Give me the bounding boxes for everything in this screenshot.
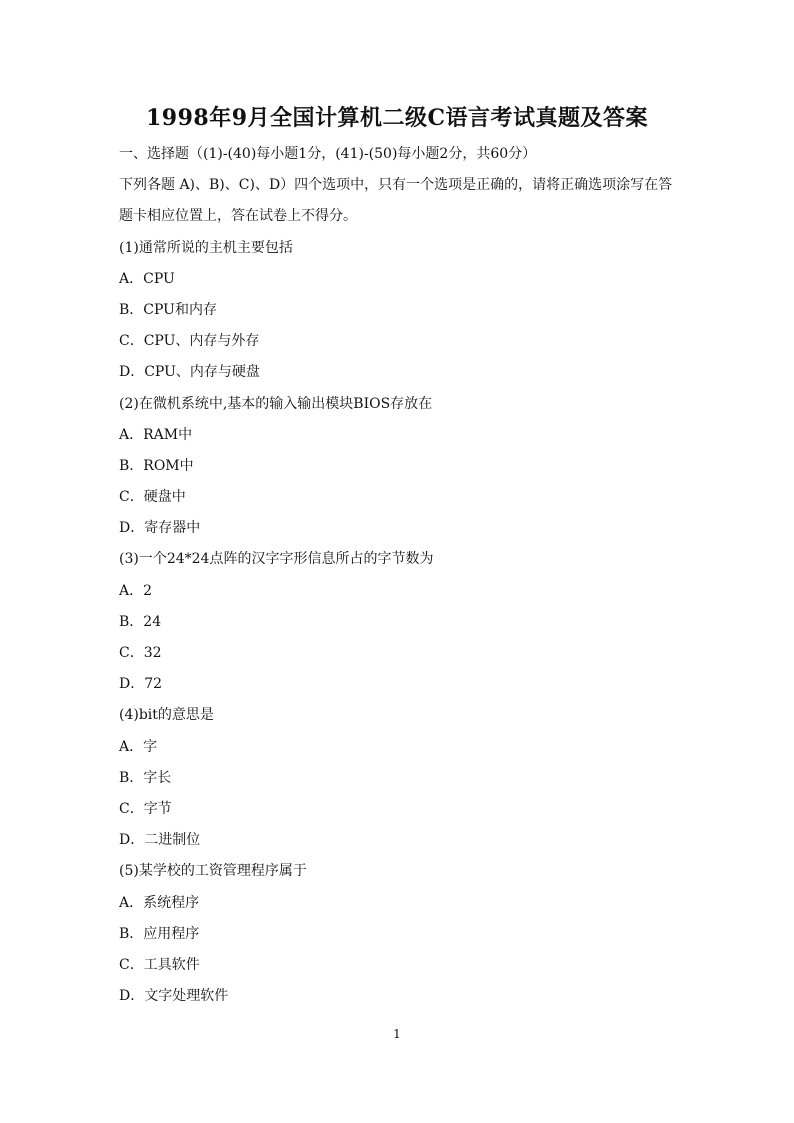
option-line: B．CPU和内存 xyxy=(119,301,217,318)
page-number: 1 xyxy=(393,1027,401,1041)
option-line: D．文字处理软件 xyxy=(119,988,229,1005)
instruction-line: 下列各题 A)、B)、C)、D）四个选项中，只有一个选项是正确的，请将正确选项涂写在答 xyxy=(119,177,673,194)
question-1: (1)通常所说的主机主要包括 xyxy=(119,239,293,256)
question-5: (5)某学校的工资管理程序属于 xyxy=(119,863,307,880)
document-title: 1998年9月全国计算机二级C语言考试真题及答案 xyxy=(145,105,649,131)
option-line: C．32 xyxy=(119,645,162,661)
option-line: C．CPU、内存与外存 xyxy=(119,333,260,350)
option-line: C．工具软件 xyxy=(119,956,200,973)
option-line: D．72 xyxy=(119,676,163,693)
question-4: (4)bit的意思是 xyxy=(119,707,214,724)
instruction-line: 题卡相应位置上，答在试卷上不得分。 xyxy=(119,208,357,225)
option-line: A．系统程序 xyxy=(119,894,200,911)
option-line: B．应用程序 xyxy=(119,925,200,942)
document-body xyxy=(119,139,699,1012)
option-line: D．寄存器中 xyxy=(119,520,201,537)
option-line: A．2 xyxy=(119,582,153,599)
option-line: A．字 xyxy=(119,738,158,755)
section-heading: 一、选择题（(1)-(40)每小题1分，(41)-(50)每小题2分，共60分） xyxy=(119,146,537,162)
option-line: B．ROM中 xyxy=(119,457,194,474)
option-line: B．24 xyxy=(119,613,162,630)
question-3: (3)一个24*24点阵的汉字字形信息所占的字节数为 xyxy=(119,551,434,568)
option-line: C．硬盘中 xyxy=(119,489,186,506)
question-2: (2)在微机系统中,基本的输入输出模块BIOS存放在 xyxy=(119,395,433,412)
option-line: A．RAM中 xyxy=(119,426,193,443)
option-line: C．字节 xyxy=(119,800,172,817)
option-line: B．字长 xyxy=(119,769,172,786)
option-line: D．二进制位 xyxy=(119,832,201,849)
option-line: D．CPU、内存与硬盘 xyxy=(119,364,260,381)
option-line: A．CPU xyxy=(119,270,175,287)
